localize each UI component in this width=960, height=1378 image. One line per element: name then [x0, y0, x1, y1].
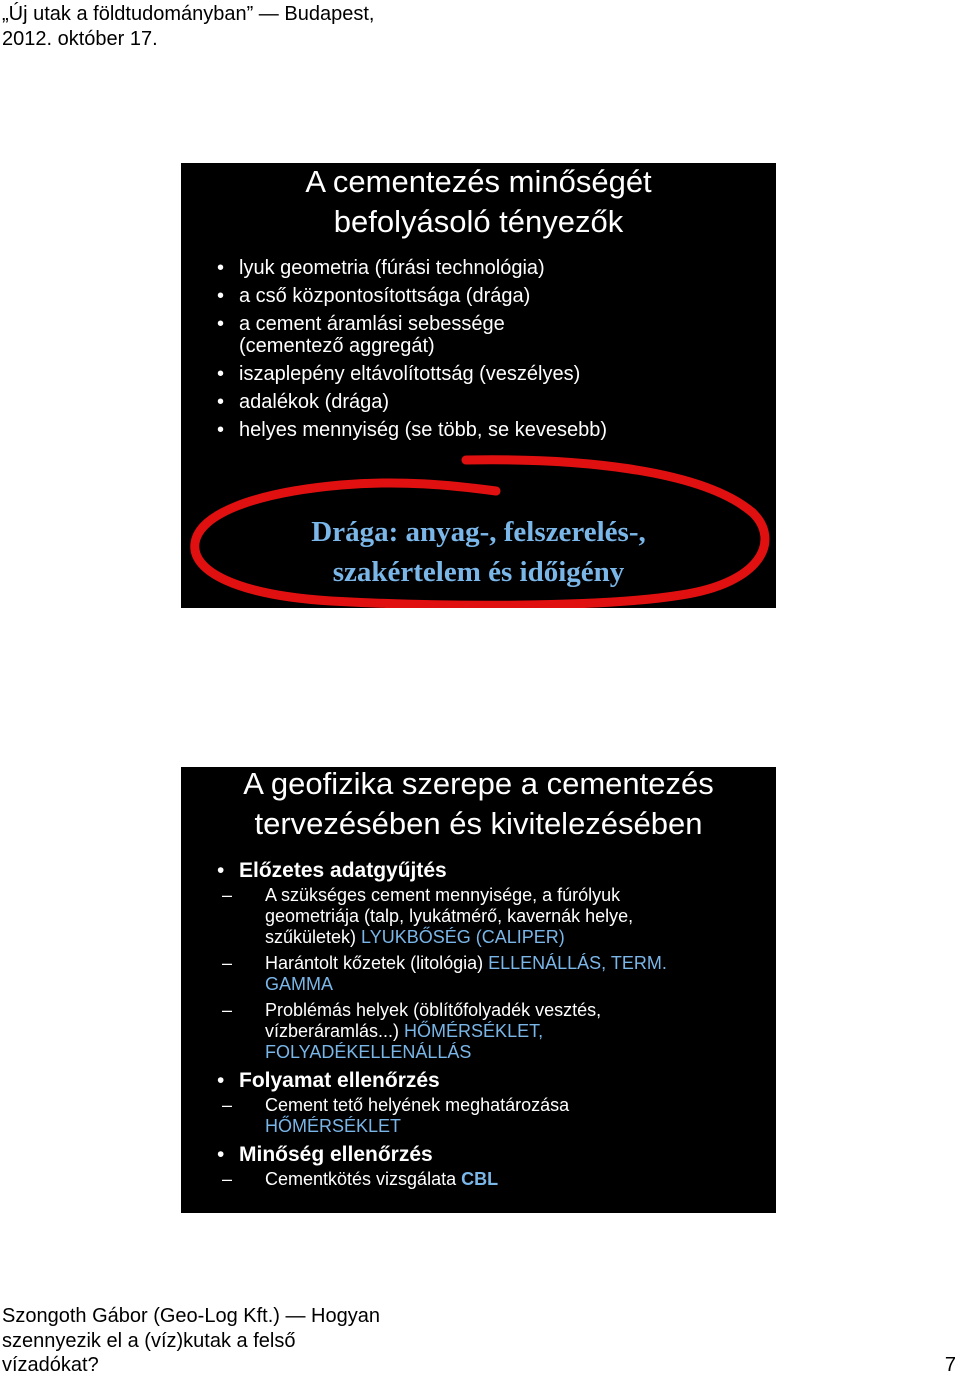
list-item: • adalékok (drága)	[181, 391, 776, 413]
header-line-1: „Új utak a földtudományban” — Budapest,	[2, 3, 375, 25]
list-item	[239, 1169, 776, 1190]
callout-line-2: szakértelem és időigény	[332, 556, 625, 588]
sub-list	[239, 1095, 776, 1137]
slide-2-title-line-2: tervezésében és kivitelezésében	[254, 806, 703, 841]
callout-line-1: Drága: anyag-, felszerelés-,	[311, 516, 646, 548]
item-highlight: HŐMÉRSÉKLET	[265, 1116, 402, 1136]
sub-list	[239, 885, 776, 1063]
slide-2-bullet-list	[181, 858, 776, 1195]
slide-1-title-line-2: befolyásoló tényezők	[333, 204, 624, 239]
list-item	[239, 885, 685, 948]
item-highlight: LYUKBŐSÉG (CALIPER)	[361, 927, 565, 947]
list-item	[239, 1000, 655, 1063]
section-heading: Előzetes adatgyűjtés	[239, 859, 447, 882]
list-item	[239, 1095, 625, 1137]
section-quality-control	[181, 1142, 776, 1190]
slide-geophysics-role	[181, 767, 776, 1213]
item-text: Cement tető helyének meghatározása	[265, 1095, 570, 1115]
page-header	[2, 2, 374, 52]
footer-line-3: vízadókat?	[2, 1354, 99, 1376]
footer-line-1: Szongoth Gábor (Geo-Log Kft.) — Hogyan	[2, 1305, 380, 1327]
callout-text	[181, 512, 776, 592]
footer-line-2: szennyezik el a (víz)kutak a felső	[2, 1329, 296, 1352]
header-line-2: 2012. október 17.	[2, 28, 158, 50]
section-data-collection	[181, 858, 776, 1063]
item-highlight: ELLENÁLLÁS, TERM. GAMMA	[265, 953, 667, 994]
item-text: Problémás helyek (öblítőfolyadék vesztés, vízberáramlás...)	[265, 1000, 602, 1041]
item-text: Cementkötés vizsgálata	[265, 1169, 462, 1189]
section-process-control	[181, 1068, 776, 1137]
list-item	[239, 953, 715, 995]
list-item: • lyuk geometria (fúrási technológia)	[181, 257, 776, 279]
item-text: Harántolt kőzetek (litológia)	[265, 953, 489, 973]
list-item: • iszaplepény eltávolítottság (veszélyes)	[181, 363, 776, 385]
list-item: • a cement áramlási sebessége (cementező aggregát)	[181, 313, 569, 357]
section-heading: Minőség ellenőrzés	[239, 1143, 433, 1166]
page-number: 7	[944, 1354, 956, 1376]
list-item: • helyes mennyiség (se több, se kevesebb)	[181, 419, 776, 441]
list-item: • a cső központosítottsága (drága)	[181, 285, 776, 307]
item-highlight: CBL	[461, 1169, 499, 1189]
item-highlight: HŐMÉRSÉKLET, FOLYADÉKELLENÁLLÁS	[265, 1021, 544, 1062]
slide-2-title-line-1: A geofizika szerepe a cementezés	[243, 767, 714, 801]
slide-2-title	[181, 767, 776, 844]
slide-cementing-quality	[181, 163, 776, 608]
item-text: A szükséges cement mennyisége, a fúrólyuk geometriája (talp, lyukátmérő, kavernák helye, szűkületek)	[265, 885, 634, 947]
slide-1-title-line-1: A cementezés minőségét	[305, 164, 652, 199]
sub-list	[239, 1169, 776, 1190]
page-footer	[2, 1304, 380, 1378]
section-heading: Folyamat ellenőrzés	[239, 1069, 440, 1092]
